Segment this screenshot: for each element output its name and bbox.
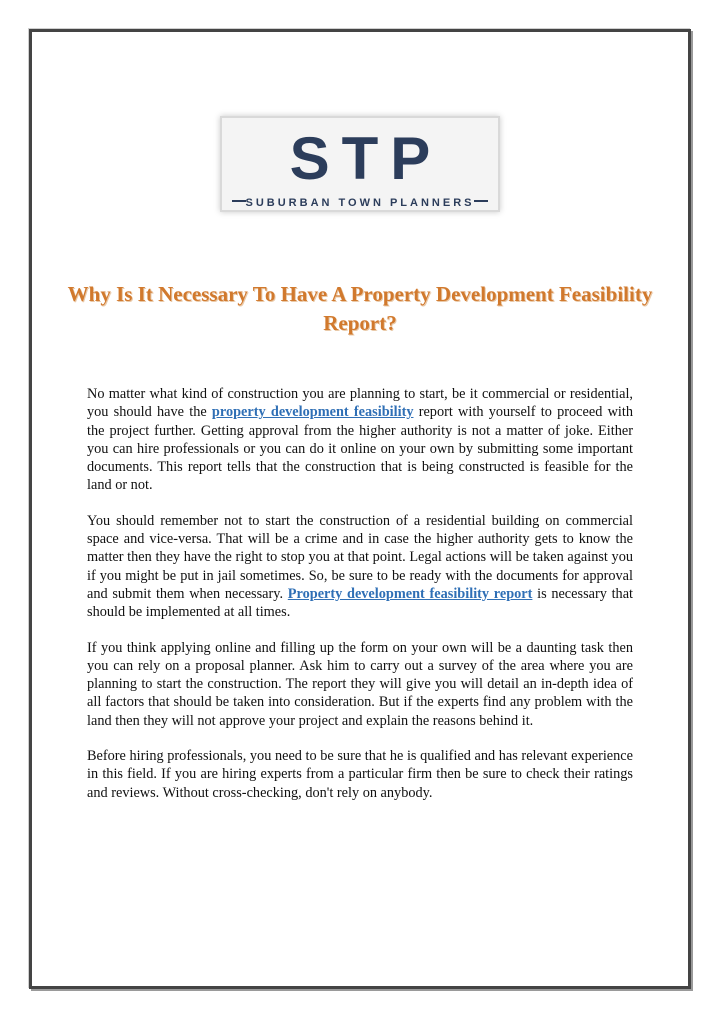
logo-wordmark: STP — [289, 125, 443, 192]
paragraph-2 — [87, 512, 633, 622]
paragraph-2-text-before: You should remember not to start the construction of a residential building on commercial space and vice-versa. That will be a crime and in case the higher authority gets to know the matter then they have the right to stop you at that point. Legal actions will be taken against you if you might be put in jail sometimes. So, be sure to be ready with the documents for approval and submit them when necessary. — [87, 512, 633, 602]
paragraph-2-text-after: is necessary that should be implemented at all times. — [87, 585, 634, 621]
feasibility-link[interactable]: property development feasibility — [211, 404, 414, 421]
page-title: Why Is It Necessary To Have A Property Development Feasibility Report? — [67, 282, 653, 335]
article-body — [87, 385, 633, 819]
feasibility-report-link[interactable]: Property development feasibility report — [287, 585, 533, 602]
paragraph-1-text-before: No matter what kind of construction you are planning to start, be it commercial or residential, you should have the — [87, 386, 633, 421]
paragraph-1 — [87, 385, 633, 495]
paragraph-4: Before hiring professionals, you need to be sure that he is qualified and has relevant experience in this field. If you are hiring experts from a particular firm then be sure to check their ratings and reviews. Without cross-checking, don't rely on anybody. — [87, 748, 633, 801]
company-logo — [222, 118, 498, 210]
logo-tagline: SUBURBAN TOWN PLANNERS — [245, 197, 475, 208]
paragraph-3: If you think applying online and filling up the form on your own will be a daunting task then you can rely on a proposal planner. Ask him to carry out a survey of the area where you are planning to start the construction. The report they will give you will detail an in-depth idea of all factors that should be taken into consideration. But if the experts find any problem with the land then they will not approve your project and explain the reasons behind it. — [87, 639, 633, 729]
paragraph-1-text-after: report with yourself to proceed with the project further. Getting approval from the higher authority is not a matter of joke. Either you can hire professionals or you can do it online on your own by submitting some important documents. This report tells that the construction that is being constructed is feasible for the land or not. — [87, 404, 633, 494]
logo-rule-right — [474, 200, 488, 202]
